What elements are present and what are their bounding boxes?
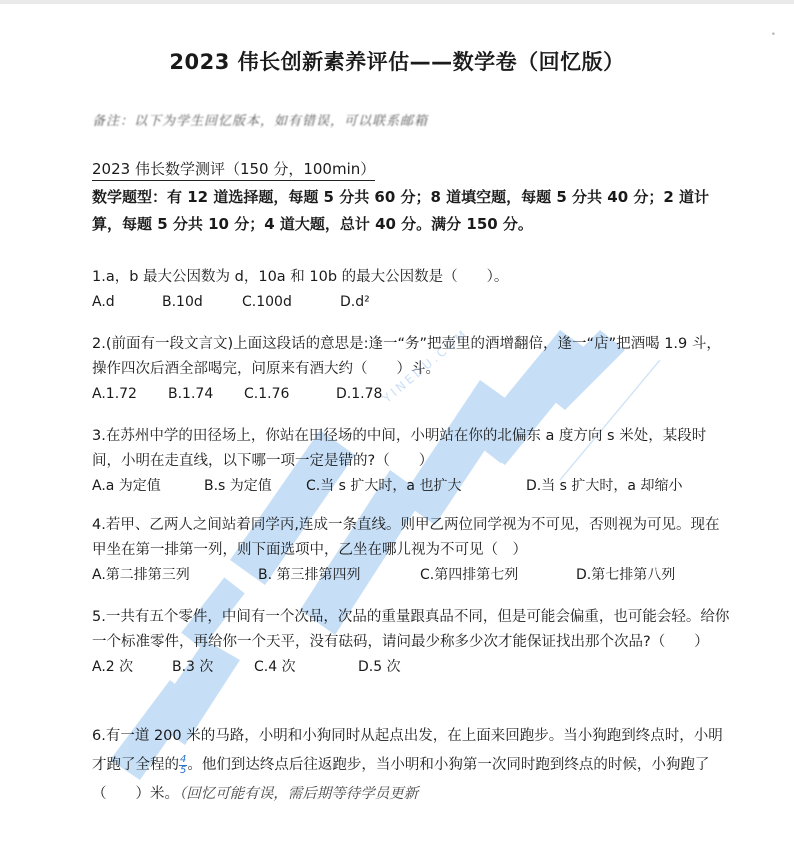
page-corner-mark: • [770, 30, 776, 40]
option-d: D.第七排第八列 [576, 567, 676, 583]
question-text-start: 6.有一道 200 米的马路，小明和小狗同时从起点出发，在上面来回跑步。当小狗跑到终点时，小明才跑了全程的 [92, 728, 723, 773]
option-row [92, 474, 732, 496]
option-row [92, 655, 732, 677]
question-4 [92, 513, 732, 585]
question-text: 4.若甲、乙两人之间站着同学丙,连成一条直线。则甲乙两位同学视为不可见，否则视为可见。现在甲坐在第一排第一列，则下面选项中，乙坐在哪儿视为不可见（ ） [92, 517, 720, 558]
question-3 [92, 424, 732, 496]
question-text: 2.(前面有一段文言文)上面这段话的意思是:逢一“务”把壶里的酒增翻倍，逢一“店”把酒喝 1.9 斗，操作四次后酒全部喝完，问原来有酒大约（ ）斗。 [92, 336, 721, 377]
question-1 [92, 265, 732, 312]
exam-subheading: 2023 伟长数学测评（150 分，100min） [92, 158, 375, 181]
question-5 [92, 605, 732, 677]
recall-note: 备注：以下为学生回忆版本，如有错误，可以联系邮箱 [92, 114, 429, 129]
option-a: A.第二排第三列 [92, 567, 190, 583]
recall-remark: （回忆可能有误，需后期等待学员更新 [179, 786, 419, 802]
watermark-text: YINEDU.COM [380, 325, 472, 406]
page-title: 2023 伟长创新素养评估——数学卷（回忆版） [169, 50, 625, 74]
option-d: D.d² [340, 294, 370, 310]
page-top-edge [0, 0, 794, 4]
option-c: C.4 次 [254, 659, 296, 675]
question-text: 3.在苏州中学的田径场上，你站在田径场的中间，小明站在你的北偏东 a 度方向 s 米处，某段时间，小明在走直线，以下哪一项一定是错的?（ ） [92, 428, 707, 469]
fraction-numerator: 4 [180, 753, 187, 765]
fraction-denominator: 5 [180, 764, 187, 776]
option-a: A.1.72 [92, 386, 137, 402]
option-c: C.1.76 [244, 386, 290, 402]
question-text-end: 。他们到达终点后往返跑步，当小明和小狗第一次同时跑到终点的时候，小狗跑了（ ）米。 [92, 757, 710, 802]
option-b: B.3 次 [172, 659, 214, 675]
option-b: B.10d [162, 294, 203, 310]
option-b: B. 第三排第四列 [258, 567, 361, 583]
question-2 [92, 332, 732, 404]
option-b: B.1.74 [168, 386, 214, 402]
question-text: 1.a，b 最大公因数为 d，10a 和 10b 的最大公因数是（ ）。 [92, 269, 509, 285]
question-text: 5.一共有五个零件，中间有一个次品，次品的重量跟真品不同，但是可能会偏重，也可能会轻。给你一个标准零件，再给你一个天平，没有砝码，请问最少称多少次才能保证找出那个次品?（ ） [92, 609, 730, 650]
option-a: A.d [92, 294, 115, 310]
option-c: C.当 s 扩大时，a 也扩大 [306, 478, 462, 494]
option-row [92, 382, 732, 404]
exam-info: 数学题型：有 12 道选择题，每题 5 分共 60 分；8 道填空题，每题 5 分共 40 分；2 道计算，每题 5 分共 10 分；4 道大题，总计 40 分。满分 150 分。 [92, 188, 710, 233]
option-row [92, 290, 732, 312]
option-c: C.第四排第七列 [420, 567, 519, 583]
option-row [92, 563, 732, 585]
option-b: B.s 为定值 [204, 478, 272, 494]
option-a: A.a 为定值 [92, 478, 161, 494]
option-d: D.当 s 扩大时，a 却缩小 [526, 478, 683, 494]
question-6 [92, 722, 732, 809]
option-c: C.100d [242, 294, 292, 310]
option-d: D.1.78 [336, 386, 383, 402]
option-d: D.5 次 [358, 659, 401, 675]
option-a: A.2 次 [92, 659, 134, 675]
